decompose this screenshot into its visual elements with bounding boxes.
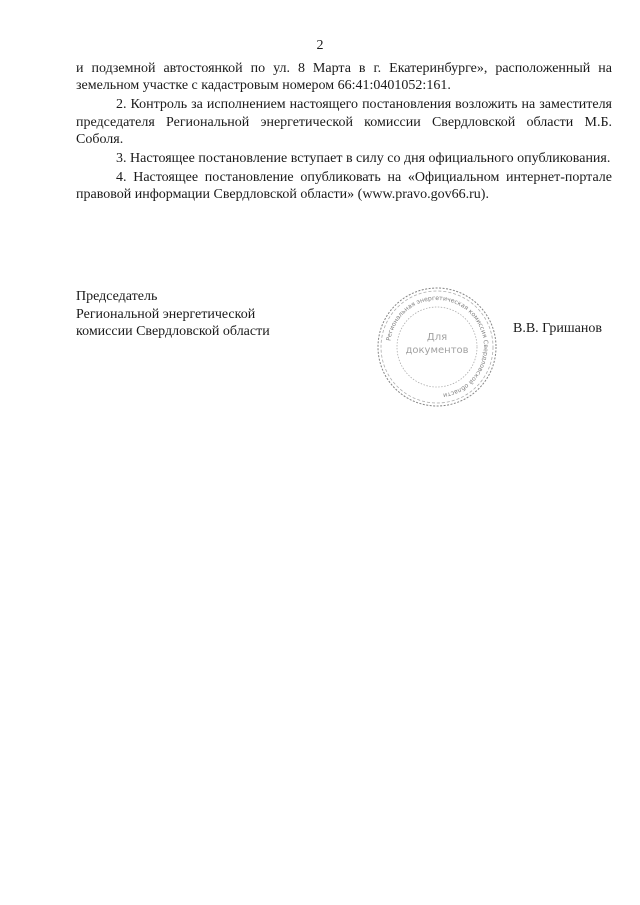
signatory-name: В.В. Гришанов (513, 321, 602, 336)
stamp-seal-icon (374, 285, 500, 409)
signatory-title-line: Региональной энергетической (76, 306, 256, 322)
signatory-title-line: Председатель (76, 289, 158, 304)
stamp-center-line-2: документов (405, 345, 469, 356)
document-body (76, 60, 612, 206)
signatory-title-line: комиссии Свердловской области (76, 324, 270, 339)
paragraph-item-2: 2. Контроль за исполнением настоящего постановления возложить на заместителя председателя Региональной энергетической комиссии Свердловской области М.Б. Соболя. (76, 97, 612, 147)
stamp-center-line-1: Для (426, 332, 448, 343)
official-stamp (374, 285, 500, 409)
stamp-ring-text: Региональная энергетическая комиссия Свердловской области (385, 294, 490, 399)
paragraph-item-4: 4. Настоящее постановление опубликовать на «Официальном интернет-портале правовой информации Свердловской области» (www.pravo.gov66.ru). (76, 170, 612, 203)
paragraph-continuation: и подземной автостоянкой по ул. 8 Марта в г. Екатеринбурге», расположенный на земельном участке с кадастровым номером 66:41:0401052:161. (76, 61, 612, 94)
paragraph-item-3: 3. Настоящее постановление вступает в силу со дня официального опубликования. (116, 151, 611, 167)
page-number: 2 (316, 38, 324, 53)
signatory-title (76, 288, 316, 341)
